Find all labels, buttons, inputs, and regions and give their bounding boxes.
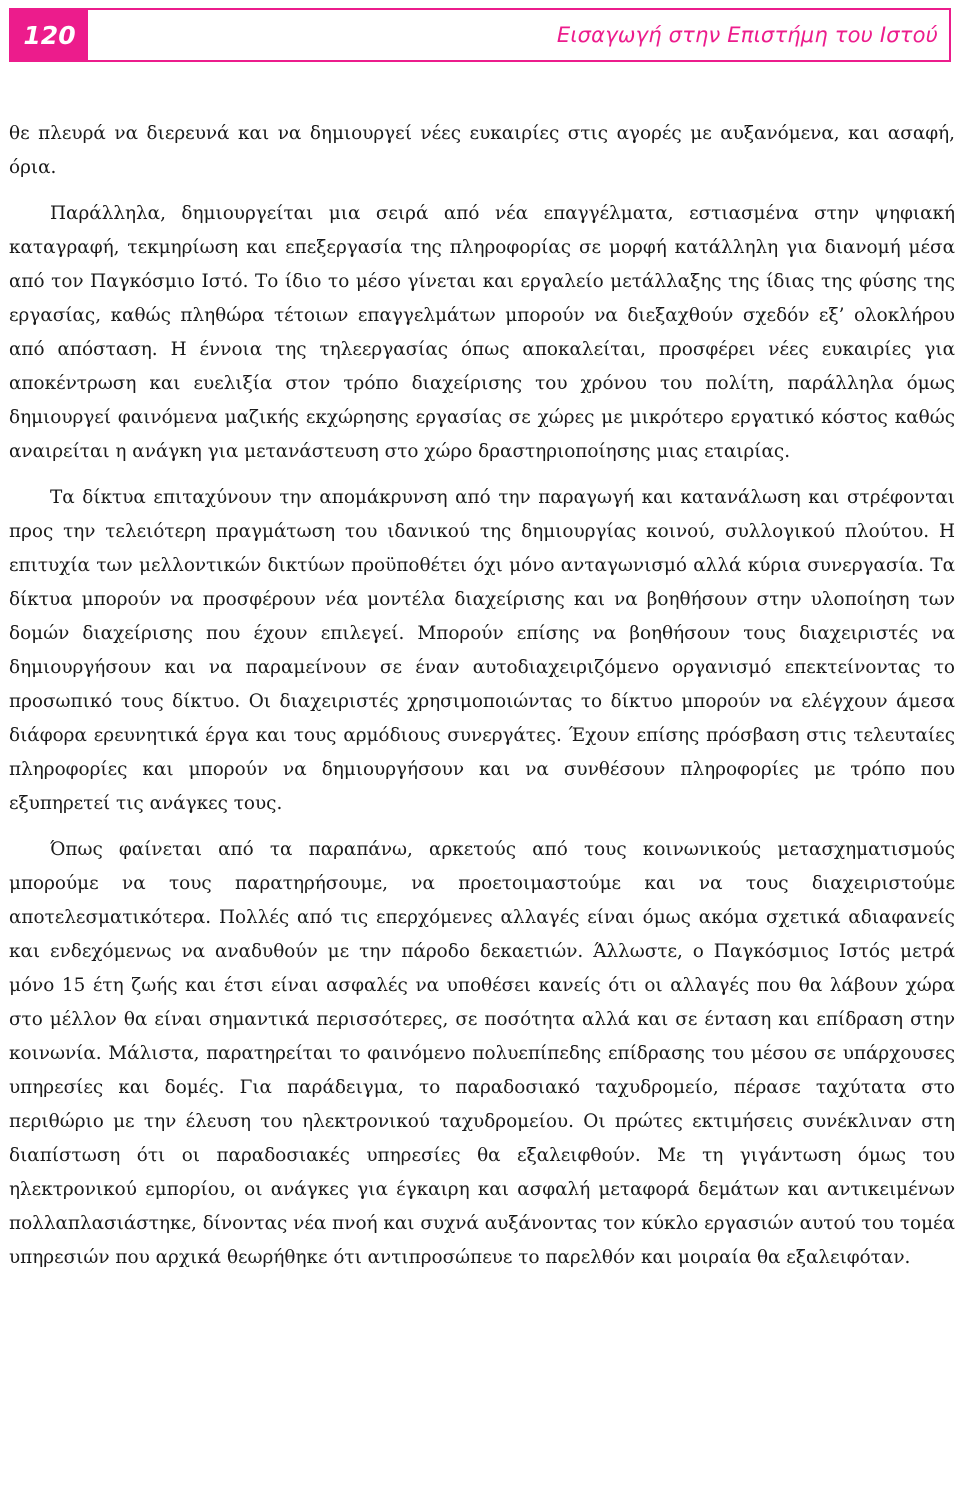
page-header (9, 8, 951, 62)
paragraph: Παράλληλα, δημιουργείται μια σειρά από νέα επαγγέλματα, εστιασμένα στην ψηφιακή καταγραφή, τεκμηρίωση και επεξεργασία της πληροφορίας σε μορφή κατάλληλη για διανομή μέσα από τον Παγκόσμιο Ιστό. Το ίδιο το μέσο γίνεται και εργαλείο μετάλλαξης της ίδιας της φύσης της εργασίας, καθώς πληθώρα τέτοιων επαγγελμάτων μπορούν να διεξαχθούν σχεδόν εξ’ ολοκλήρου από απόσταση. Η έννοια της τηλεεργασίας όπως αποκαλείται, προσφέρει νέες ευκαιρίες για αποκέντρωση και ευελιξία στον τρόπο διαχείρισης του χρόνου του πολίτη, παράλληλα όμως δημιουργεί φαινόμενα μαζικής εκχώρησης εργασίας σε χώρες με μικρότερο εργατικό κόστος καθώς αναιρείται η ανάγκη για μετανάστευση στο χώρο δραστηριοποίησης μιας εταιρίας. (9, 203, 955, 462)
running-title: Εισαγωγή στην Επιστήμη του Ιστού (556, 23, 938, 47)
paragraph: Τα δίκτυα επιταχύνουν την απομάκρυνση από την παραγωγή και κατανάλωση και στρέφονται προς την τελειότερη πραγμάτωση του ιδανικού της δημιουργίας κοινού, συλλογικού πλούτου. Η επιτυχία των μελλοντικών δικτύων προϋποθέτει όχι μόνο ανταγωνισμό αλλά κύρια συνεργασία. Τα δίκτυα μπορούν να προσφέρουν νέα μοντέλα διαχείρισης και να βοηθήσουν στην υλοποίηση των δομών διαχείρισης που έχουν επιλεγεί. Μπορούν επίσης να βοηθήσουν τους διαχειριστές να δημιουργήσουν και να παραμείνουν σε έναν αυτοδιαχειριζόμενο οργανισμό επεκτείνοντας το προσωπικό τους δίκτυο. Οι διαχειριστές χρησιμοποιώντας το δίκτυο μπορούν να ελέγχουν άμεσα διάφορα ερευνητικά έργα και τους αρμόδιους συνεργάτες. Έχουν επίσης πρόσβαση στις τελευταίες πληροφορίες και μπορούν να δημιουργήσουν και να συνθέσουν πληροφορίες με τρόπο που εξυπηρετεί τις ανάγκες τους. (9, 487, 955, 814)
paragraph: Όπως φαίνεται από τα παραπάνω, αρκετούς από τους κοινωνικούς μετασχηματισμούς μπορούμε να τους παρατηρήσουμε, να προετοιμαστούμε και να τους διαχειριστούμε αποτελεσματικότερα. Πολλές από τις επερχόμενες αλλαγές είναι όμως ακόμα σχετικά αδιαφανείς και ενδεχόμενως να αναδυθούν με την πάροδο δεκαετιών. Άλλωστε, ο Παγκόσμιος Ιστός μετρά μόνο 15 έτη ζωής και έτσι είναι ασφαλές να υποθέσει κανείς ότι οι αλλαγές που θα λάβουν χώρα στο μέλλον θα είναι σημαντικά περισσότερες, σε ποσότητα αλλά και σε ένταση και επίδραση στην κοινωνία. Μάλιστα, παρατηρείται το φαινόμενο πολυεπίπεδης επίδρασης του μέσου σε υπάρχουσες υπηρεσίες και δομές. Για παράδειγμα, το παραδοσιακό ταχυδρομείο, πέρασε ταχύτατα στο περιθώριο με την έλευση του ηλεκτρονικού ταχυδρομείου. Οι πρώτες εκτιμήσεις συνέκλιναν στη διαπίστωση ότι οι παραδοσιακές υπηρεσίες θα εξαλειφθούν. Με τη γιγάντωση όμως του ηλεκτρονικού εμπορίου, οι ανάγκες για έγκαιρη και ασφαλή μεταφορά δεμάτων και αντικειμένων πολλαπλασιάστηκε, δίνοντας νέα πνοή και συχνά αυξάνοντας τον κύκλο εργασιών αυτού του τομέα υπηρεσιών που αρχικά θεωρήθηκε ότι αντιπροσώπευε το παρελθόν και μοιραία θα εξαλειφόταν. (9, 839, 955, 1268)
paragraph-continuation: θε πλευρά να διερευνά και να δημιουργεί νέες ευκαιρίες στις αγορές με αυξανόμενα, και ασαφή, όρια. (9, 123, 955, 178)
body-text (9, 117, 955, 1287)
page-number: 120 (11, 10, 88, 60)
